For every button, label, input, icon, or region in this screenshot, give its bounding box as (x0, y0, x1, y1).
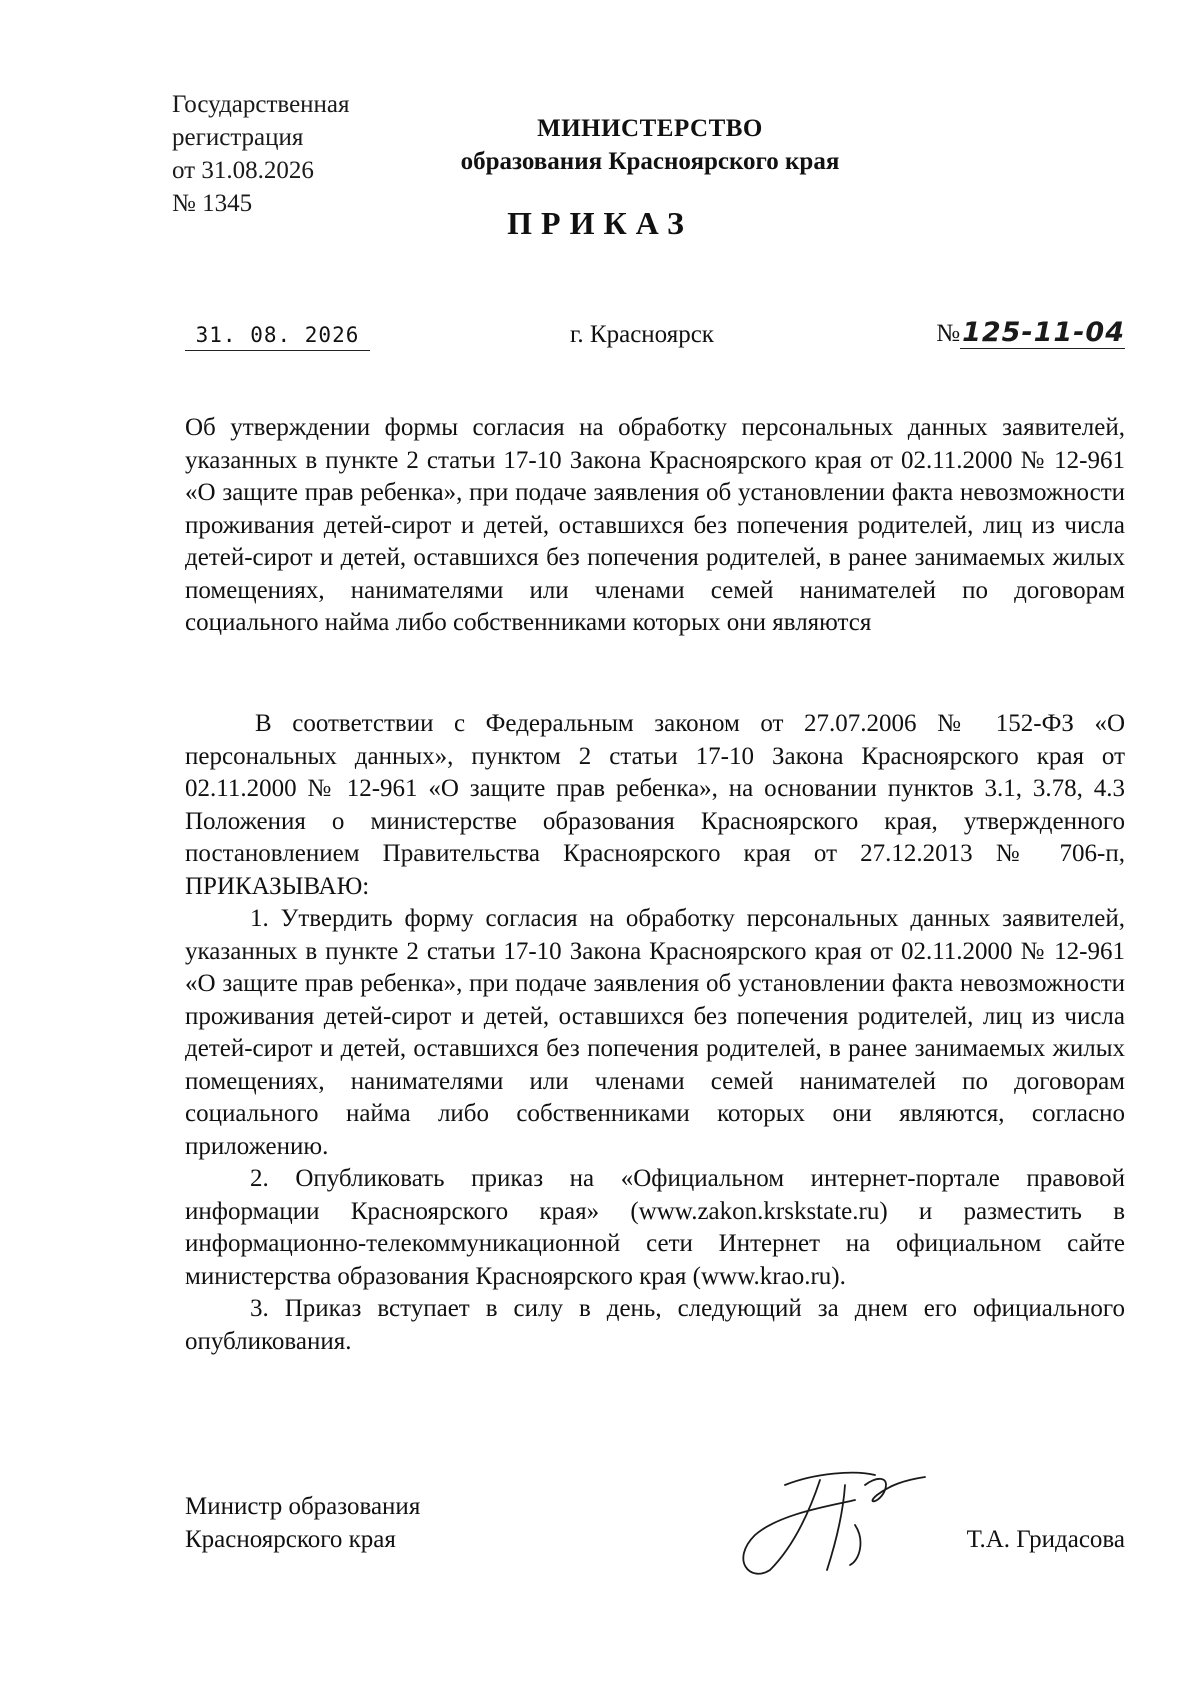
handwritten-signature (725, 1465, 935, 1585)
ministry-header (390, 112, 910, 178)
order-number-handwritten: 125-11-04 (962, 317, 1125, 348)
order-body (185, 708, 1125, 1358)
preamble-paragraph: В соответствии с Федеральным законом от 27.07.2006 № 152-ФЗ «О персональных данных», пунктом 2 статьи 17-10 Закона Красноярского края от 02.11.2000 № 12-961 «О защите прав ребенка», на основании пунктов 3.1, 3.78, 4.3 Положения о министерстве образования Красноярского края, утвержденного постановлением Правительства Красноярского края от 27.12.2013 № 706-п, ПРИКАЗЫВАЮ: (185, 710, 1125, 900)
order-number-prefix: № (936, 320, 961, 347)
signatory-position-line-2: Красноярского края (185, 1526, 396, 1553)
order-item-2: 2. Опубликовать приказ на «Официальном интернет-портале правовой информации Красноярского края» (www.zakon.krskstate.ru) и разместить в информационно-телекоммуникационной сети Интернет на официальном сайте министерства образования Красноярского края (www.krao.ru). (185, 1165, 1125, 1290)
order-item-3: 3. Приказ вступает в силу в день, следующий за днем его официального опубликования. (185, 1295, 1125, 1355)
signatory-position (185, 1490, 420, 1556)
order-item-1: 1. Утвердить форму согласия на обработку персональных данных заявителей, указанных в пункте 2 статьи 17-10 Закона Красноярского края от 02.11.2000 № 12-961 «О защите прав ребенка», при подаче заявления об установлении факта невозможности проживания детей-сирот и детей, оставшихся без попечения родителей, лиц из числа детей-сирот и детей, оставшихся без попечения родителей, в ранее занимаемых жилых помещениях, нанимателями или членами семей нанимателей по договорам социального найма либо собственниками которых они являются, согласно приложению. (185, 905, 1125, 1160)
order-title-text: Об утверждении формы согласия на обработку персональных данных заявителей, указанных в пункте 2 статьи 17-10 Закона Красноярского края от 02.11.2000 № 12-961 «О защите прав ребенка», при подаче заявления об установлении факта невозможности проживания детей-сирот и детей, оставшихся без попечения родителей, лиц из числа детей-сирот и детей, оставшихся без попечения родителей, в ранее занимаемых жилых помещениях, нанимателями или членами семей нанимателей по договорам социального найма либо собственниками которых они являются (185, 414, 1125, 636)
document-type-heading: ПРИКАЗ (507, 205, 693, 241)
ministry-subtitle: образования Красноярского края (460, 148, 840, 175)
order-title (185, 412, 1125, 640)
signatory-name: Т.А. Гридасова (966, 1526, 1125, 1553)
state-registration-block (172, 88, 350, 220)
order-date: 31. 08. 2026 (185, 320, 370, 351)
registration-line-1: Государственная (172, 91, 350, 118)
signatory-position-line-1: Министр образования (185, 1493, 421, 1520)
registration-line-2: регистрация (172, 124, 304, 151)
order-city: г. Красноярск (570, 321, 714, 348)
ministry-name: МИНИСТЕРСТВО (537, 115, 763, 142)
registration-number: № 1345 (172, 190, 253, 217)
order-number (936, 316, 1125, 351)
registration-date: от 31.08.2026 (172, 157, 314, 184)
order-details-line (185, 317, 1125, 360)
